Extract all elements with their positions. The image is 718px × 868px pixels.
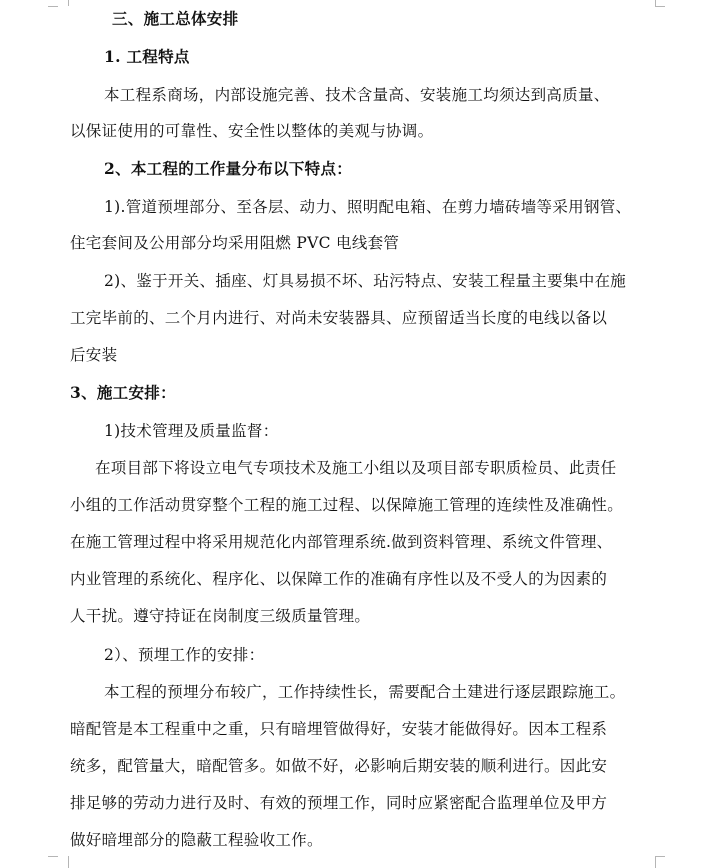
paragraph-line: 住宅套间及公用部分均采用阻燃 PVC 电线套管 bbox=[70, 234, 400, 252]
crop-mark-top-left-h bbox=[48, 6, 58, 7]
heading-workload: 2、本工程的工作量分布以下特点： bbox=[104, 159, 353, 178]
paragraph-line: 统多，配管量大，暗配管多。如做不好，必影响后期安装的顺利进行。因此安 bbox=[70, 757, 608, 775]
paragraph-line: 排足够的劳动力进行及时、有效的预埋工作，同时应紧密配合监理单位及甲方 bbox=[70, 794, 608, 812]
paragraph-line: 小组的工作活动贯穿整个工程的施工过程、以保障施工管理的连续性及准确性。 bbox=[70, 496, 624, 514]
paragraph-line: 在施工管理过程中将采用规范化内部管理系统.做到资料管理、系统文件管理、 bbox=[70, 533, 613, 551]
crop-mark-bottom-left-h bbox=[48, 856, 58, 857]
paragraph-line: 暗配管是本工程重中之重，只有暗埋管做得好，安装才能做得好。因本工程系 bbox=[70, 720, 608, 738]
paragraph-line: 做好暗埋部分的隐蔽工程验收工作。 bbox=[70, 831, 323, 849]
paragraph-line: 2)、鉴于开关、插座、灯具易损不坏、玷污特点、安装工程量主要集中在施 bbox=[104, 272, 627, 290]
paragraph-line: 本工程系商场，内部设施完善、技术含量高、安装施工均须达到高质量、 bbox=[104, 86, 610, 104]
paragraph-line: 在项目部下将设立电气专项技术及施工小组以及项目部专职质检员、此责任 bbox=[95, 459, 617, 477]
subheading-technical-management: 1)技术管理及质量监督： bbox=[104, 422, 279, 440]
paragraph-line: 工完毕前的、二个月内进行、对尚未安装器具、应预留适当长度的电线以备以 bbox=[70, 309, 608, 327]
crop-mark-top-left bbox=[58, 0, 69, 6]
heading-engineering-features: 1. 工程特点 bbox=[104, 47, 190, 66]
paragraph-line: 后安装 bbox=[70, 346, 118, 364]
crop-mark-bottom-left bbox=[58, 856, 69, 868]
subheading-embedded-work: 2）、预埋工作的安排： bbox=[104, 646, 265, 664]
paragraph-line: 内业管理的系统化、程序化、以保障工作的准确有序性以及不受人的为因素的 bbox=[70, 570, 608, 588]
paragraph-line: 本工程的预埋分布较广，工作持续性长，需要配合土建进行逐层跟踪施工。 bbox=[104, 683, 626, 701]
paragraph-line: 人干扰。遵守持证在岗制度三级质量管理。 bbox=[70, 607, 371, 625]
paragraph-line: 以保证使用的可靠性、安全性以整体的美观与协调。 bbox=[70, 122, 434, 140]
section-heading: 三、施工总体安排 bbox=[112, 9, 239, 28]
crop-mark-top-right-h bbox=[655, 6, 665, 7]
crop-mark-bottom-right bbox=[655, 856, 666, 868]
paragraph-line: 1).管道预埋部分、至各层、动力、照明配电箱、在剪力墙砖墙等采用钢管、 bbox=[104, 198, 632, 216]
crop-mark-bottom-right-h bbox=[655, 856, 665, 857]
heading-construction-arrangement: 3、施工安排： bbox=[70, 383, 176, 402]
